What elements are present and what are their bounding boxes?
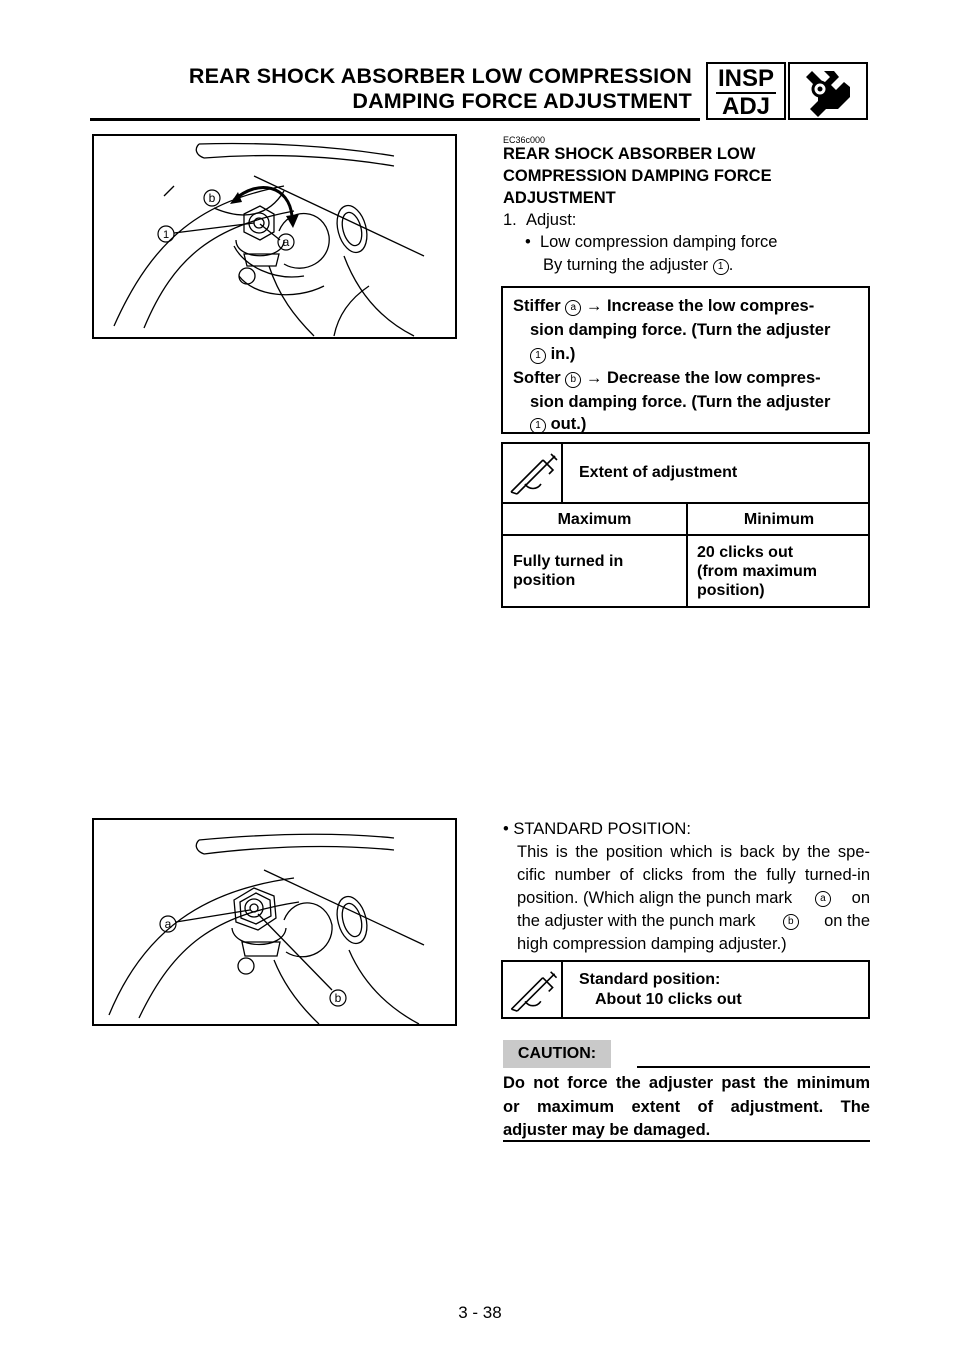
stiffer-text-1: → Increase the low compres- — [585, 297, 815, 315]
step-label: Adjust: — [525, 211, 577, 229]
circled-a-icon: a — [815, 891, 831, 907]
min-value-line3: position) — [697, 582, 765, 599]
softer-line1 — [513, 366, 821, 390]
figure-2-label-b: b — [334, 991, 342, 1005]
badge-bottom-text: ADJ — [721, 93, 770, 120]
section-code: EC36c000 — [503, 135, 546, 145]
circled-a-icon: a — [565, 300, 581, 316]
figure-1-label-a: a — [282, 235, 290, 249]
column-header-minimum: Minimum — [743, 511, 815, 528]
circled-1-icon: 1 — [530, 418, 546, 434]
caliper-icon — [503, 962, 563, 1017]
badge-top-text: INSP — [717, 65, 774, 92]
softer-text-1: → Decrease the low compres- — [585, 369, 821, 387]
softer-text-3: out.) — [550, 415, 587, 433]
caution-line1: Do not force the adjuster past the minimum — [503, 1074, 870, 1092]
header-title-line1: REAR SHOCK ABSORBER LOW COMPRESSION — [188, 64, 692, 88]
section-title-line2: COMPRESSION DAMPING FORCE — [503, 167, 772, 185]
standard-line3a: position. (Which align the punch mark — [517, 889, 793, 907]
standard-position-box — [501, 960, 870, 1019]
stiffer-word: Stiffer — [513, 297, 561, 315]
figure-1-drawing — [94, 136, 455, 337]
figure-1-label-b: b — [208, 191, 216, 205]
turning-adjuster-line: By turning the adjuster 1 . — [543, 256, 734, 274]
section-title-line3: ADJUSTMENT — [503, 189, 616, 207]
circled-b-icon: b — [565, 372, 581, 388]
min-value-line1: 20 clicks out — [697, 544, 794, 561]
stiffer-line1 — [513, 294, 814, 318]
standard-box-line2: About 10 clicks out — [595, 991, 742, 1008]
caution-line2: or maximum extent of adjustment. The — [503, 1098, 870, 1116]
stiffer-line3 — [530, 342, 575, 366]
caution-top-rule — [637, 1066, 870, 1068]
page-number: 3 - 38 — [458, 1303, 502, 1322]
caution-line3: adjuster may be damaged. — [503, 1121, 711, 1139]
caution-bottom-rule — [503, 1140, 870, 1142]
standard-position-label: • STANDARD POSITION: — [503, 820, 691, 838]
standard-position-heading: STANDARD POSITION: — [513, 820, 691, 838]
standard-line4a: the adjuster with the punch mark — [517, 912, 756, 930]
standard-box-line1: Standard position: — [579, 971, 721, 988]
stiffer-softer-box — [501, 286, 870, 434]
caution-label: CAUTION: — [503, 1040, 611, 1068]
softer-line3 — [530, 412, 586, 436]
figure-2-label-a: a — [164, 917, 172, 931]
bullet-low-compression: • Low compression damping force — [525, 233, 778, 251]
section-title-line1: REAR SHOCK ABSORBER LOW — [503, 145, 756, 163]
standard-line4b: on the — [824, 912, 870, 930]
standard-line5: high compression damping adjuster.) — [517, 935, 787, 953]
standard-line1: This is the position which is back by the spe- — [517, 843, 870, 861]
standard-line2: cific number of clicks from the fully turned-in — [517, 866, 870, 884]
extent-of-adjustment-table — [501, 442, 870, 608]
max-value-line2: position — [513, 572, 576, 589]
min-value-line2: (from maximum — [697, 563, 818, 580]
header-title-line2: DAMPING FORCE ADJUSTMENT — [352, 89, 692, 113]
standard-line4 — [517, 910, 870, 932]
stiffer-text-2: sion damping force. (Turn the adjuster — [530, 321, 831, 339]
header-underline — [90, 118, 700, 121]
step-number: 1. — [503, 211, 517, 229]
stiffer-text-3: in.) — [550, 345, 576, 363]
softer-word: Softer — [513, 369, 561, 387]
figure-punch-mark-alignment — [92, 818, 457, 1026]
circled-b-icon: b — [783, 914, 799, 930]
standard-line3b: on — [851, 889, 870, 907]
softer-text-2: sion damping force. (Turn the adjuster — [530, 393, 831, 411]
circled-1-icon: 1 — [713, 259, 729, 275]
figure-1-label-1: 1 — [162, 229, 170, 241]
step-1 — [503, 209, 576, 231]
insp-adj-badge — [706, 62, 786, 120]
figure-2-drawing — [94, 820, 455, 1024]
turning-text: By turning the adjuster — [543, 256, 709, 274]
circled-1-icon: 1 — [530, 348, 546, 364]
wrench-gear-icon — [788, 62, 868, 120]
figure-adjuster-turning — [92, 134, 457, 339]
caliper-icon — [503, 444, 563, 502]
bullet-text: Low compression damping force — [539, 233, 778, 251]
max-value-line1: Fully turned in — [513, 553, 624, 570]
extent-table-title: Extent of adjustment — [579, 464, 738, 481]
standard-line3 — [517, 887, 870, 909]
column-header-maximum: Maximum — [557, 511, 632, 528]
